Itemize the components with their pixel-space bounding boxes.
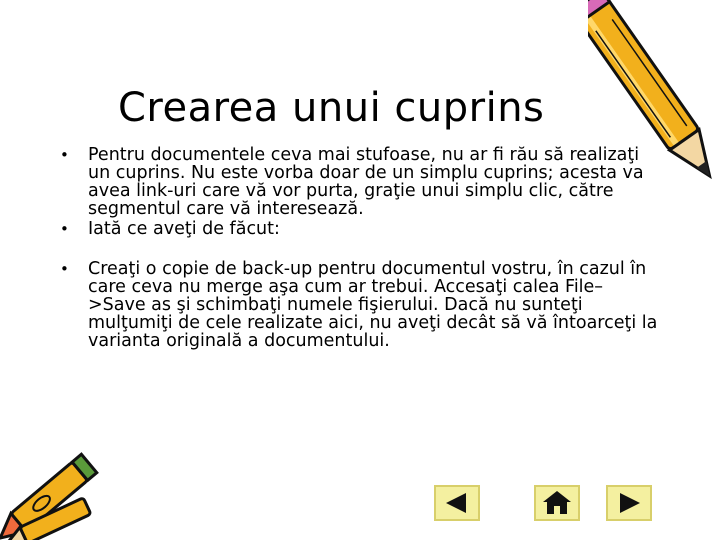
home-icon	[534, 485, 580, 521]
home-button[interactable]	[534, 485, 580, 521]
bullet-item	[60, 220, 660, 238]
next-slide-button[interactable]	[606, 485, 652, 521]
prev-triangle-icon	[434, 485, 480, 521]
bullet-text: Iată ce aveţi de făcut:	[88, 219, 280, 239]
slide-body	[60, 146, 660, 350]
bullet-symbol: •	[60, 220, 69, 238]
bullet-symbol: •	[60, 146, 69, 164]
previous-slide-button[interactable]	[434, 485, 480, 521]
slide-title: Crearea unui cuprins	[118, 85, 545, 131]
next-triangle-icon	[606, 485, 652, 521]
bullet-text: Pentru documentele ceva mai stufoase, nu ar fi rău să realizaţi un cuprins. Nu este vorba doar de un simplu cuprins; acesta va avea link-uri care vă vor purta, graţie unui simplu clic, către segmentul care vă interesează.	[88, 145, 644, 219]
bullet-item	[60, 260, 660, 350]
bullet-symbol: •	[60, 260, 69, 278]
bullet-text: Creaţi o copie de back-up pentru documentul vostru, în cazul în care ceva nu merge aşa cum ar trebui. Accesaţi calea File–>Save as şi schimbaţi numele fişierului. Dacă nu sunteţi mulţumiţi de cele realizate aici, nu aveţi decât să vă întoarceţi la varianta originală a documentului.	[88, 259, 658, 351]
pencil-clipart-bottom	[0, 436, 110, 540]
bullet-item	[60, 146, 660, 218]
